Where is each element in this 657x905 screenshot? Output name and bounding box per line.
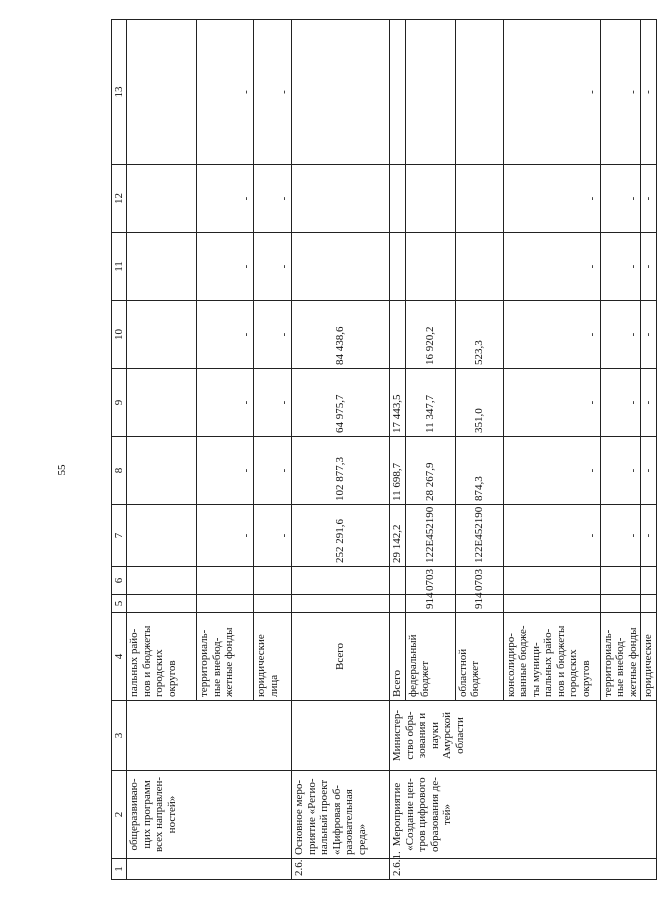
cell-value [127, 301, 197, 369]
cell-value: - [503, 369, 600, 437]
cell-value: - [254, 165, 292, 233]
cell-csr: - [641, 505, 657, 567]
funding-source: юридические [641, 613, 657, 701]
cell-rzpr [503, 567, 600, 595]
col-header-11: 11 [112, 233, 127, 301]
cell-rzpr [390, 567, 406, 595]
cell-value [405, 20, 455, 165]
col-header-3: 3 [112, 701, 127, 771]
cell-value: 351,0 [455, 369, 503, 437]
col-header-9: 9 [112, 369, 127, 437]
cell-value: 11 698,7 [390, 437, 406, 505]
cell-value [405, 233, 455, 301]
col-header-1: 1 [112, 859, 127, 880]
col-header-12: 12 [112, 165, 127, 233]
cell-value: - [600, 369, 641, 437]
cell-value: - [503, 301, 600, 369]
cell-grbs [254, 595, 292, 613]
cell-rzpr [641, 567, 657, 595]
executor-cell [292, 701, 390, 771]
cell-value: 252 291,6 [292, 505, 390, 567]
cell-csr: 122Е452190 [455, 505, 503, 567]
table-row [127, 20, 197, 880]
cell-grbs: 914 [455, 595, 503, 613]
cell-value [405, 165, 455, 233]
funding-source: территориаль-ные внебюд-жетные фонды [600, 613, 641, 701]
cont-executor-cell [127, 701, 292, 771]
cell-value: 523,3 [455, 301, 503, 369]
cell-rzpr [197, 567, 254, 595]
cell-value [390, 233, 406, 301]
cell-value: - [641, 20, 657, 165]
funding-source: пальных райо-нов и бюджеты городских округов [127, 613, 197, 701]
cell-grbs [197, 595, 254, 613]
cell-grbs: 914 [405, 595, 455, 613]
cell-value [455, 20, 503, 165]
cell-value: 874,3 [455, 437, 503, 505]
cell-value: - [641, 301, 657, 369]
cell-value: - [641, 437, 657, 505]
cell-value: 84 438,6 [292, 301, 390, 369]
cell-value [127, 369, 197, 437]
section-number: 2.6.1. [390, 859, 657, 880]
cell-value: - [600, 165, 641, 233]
col-header-13: 13 [112, 20, 127, 165]
cell-value [292, 20, 390, 165]
funding-source: областной бюджет [455, 613, 503, 701]
cell-value [127, 165, 197, 233]
cell-rzpr [600, 567, 641, 595]
executor-cell: Министер-ство обра-зования и науки Амурской области [390, 701, 657, 771]
cell-value: 28 267,9 [405, 437, 455, 505]
cell-value: 102 877,3 [292, 437, 390, 505]
cell-value [127, 20, 197, 165]
cell-grbs [390, 595, 406, 613]
cell-rzpr [254, 567, 292, 595]
cell-value: - [503, 437, 600, 505]
cell-grbs [127, 595, 197, 613]
cell-value [292, 165, 390, 233]
cell-value: - [254, 301, 292, 369]
cell-value: - [641, 165, 657, 233]
cell-value: - [254, 20, 292, 165]
table-row [390, 20, 406, 880]
table-row [292, 20, 390, 880]
cell-csr: - [600, 505, 641, 567]
cell-value: 64 975,7 [292, 369, 390, 437]
cell-grbs [503, 595, 600, 613]
section-title: Основное меро-приятие «Регио-нальный проект «Цифровая об-разовательная среда» [292, 771, 390, 859]
cell-value: - [600, 437, 641, 505]
cell-csr: 122Е452190 [405, 505, 455, 567]
cell-rzpr: 0703 [405, 567, 455, 595]
cell-value: 17 443,5 [390, 369, 406, 437]
section-number: 2.6. [292, 859, 390, 880]
funding-source: федеральный бюджет [405, 613, 455, 701]
cell-value: - [197, 233, 254, 301]
cell-value: - [254, 233, 292, 301]
cell-value: - [197, 369, 254, 437]
col-header-2: 2 [112, 771, 127, 859]
header-row [112, 20, 127, 880]
section-title: Мероприятие «Создание цен-тров цифрового образования де-тей» [390, 771, 657, 859]
cell-value: - [254, 369, 292, 437]
col-header-4: 4 [112, 613, 127, 701]
cell-grbs [292, 595, 390, 613]
cell-value: - [503, 20, 600, 165]
cell-rzpr: 0703 [455, 567, 503, 595]
cont-measure-title: общеразвиваю-щих программ всех направлен-ностей» [127, 771, 292, 859]
cell-csr: - [503, 505, 600, 567]
cell-value [455, 233, 503, 301]
cell-value: - [254, 437, 292, 505]
cont-number-cell [127, 859, 292, 880]
cell-value: - [641, 233, 657, 301]
cell-value: 11 347,7 [405, 369, 455, 437]
cell-value [390, 301, 406, 369]
col-header-10: 10 [112, 301, 127, 369]
cell-value: - [600, 20, 641, 165]
rotated-table-wrapper [111, 40, 654, 880]
cell-value: - [197, 20, 254, 165]
funding-source: Всего [292, 613, 390, 701]
funding-source: юридические лица [254, 613, 292, 701]
cell-value: - [197, 165, 254, 233]
cell-value [390, 165, 406, 233]
cell-value: - [503, 233, 600, 301]
cell-rzpr [127, 567, 197, 595]
col-header-6: 6 [112, 567, 127, 595]
cell-value: - [197, 437, 254, 505]
cell-rzpr [292, 567, 390, 595]
cell-value: - [600, 233, 641, 301]
funding-source: Всего [390, 613, 406, 701]
cell-value: - [641, 369, 657, 437]
cell-value [390, 20, 406, 165]
cell-grbs [600, 595, 641, 613]
cell-value: - [600, 301, 641, 369]
funding-source: территориаль-ные внебюд-жетные фонды [197, 613, 254, 701]
cell-value: - [503, 165, 600, 233]
cell-csr: - [197, 505, 254, 567]
cell-value [127, 437, 197, 505]
cell-value [455, 165, 503, 233]
cell-csr: - [254, 505, 292, 567]
cell-value: - [197, 301, 254, 369]
cell-grbs [641, 595, 657, 613]
cell-value: 16 920,2 [405, 301, 455, 369]
cell-csr [127, 505, 197, 567]
cell-value [127, 233, 197, 301]
col-header-5: 5 [112, 595, 127, 613]
budget-table [111, 19, 657, 880]
cell-value [292, 233, 390, 301]
col-header-8: 8 [112, 437, 127, 505]
col-header-7: 7 [112, 505, 127, 567]
funding-source: консолидиро-ванные бюдже-ты муници-пальных райо-нов и бюджеты городских округов [503, 613, 600, 701]
page-number: 55 [56, 464, 68, 476]
cell-value: 29 142,2 [390, 505, 406, 567]
